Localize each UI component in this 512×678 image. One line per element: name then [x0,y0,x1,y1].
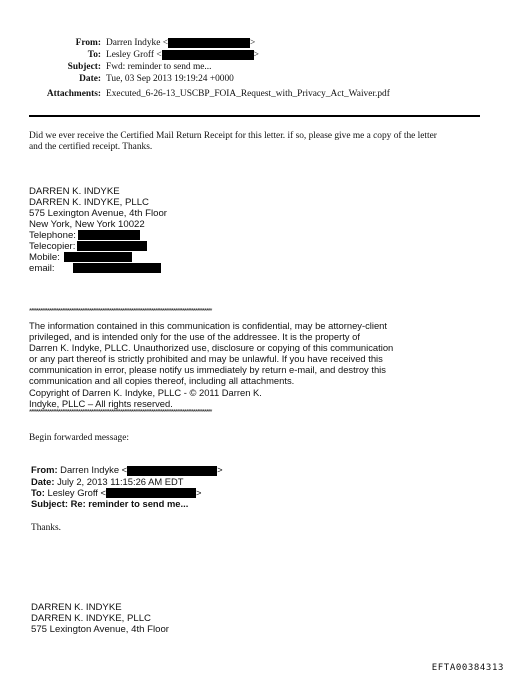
subject-label: Subject: [67,62,101,72]
subject-value: Fwd: reminder to send me... [106,62,212,72]
redaction-bar [77,241,147,251]
to-value: Lesley Groff < > [106,50,259,60]
disclaimer-line: Copyright of Darren K. Indyke, PLLC - © 2011 Darren K. [29,386,262,398]
sig-firm: DARREN K. INDYKE, PLLC [31,613,151,624]
disclaimer-line: communication and all copies thereof, including all attachments. [29,375,295,387]
signature-block [29,186,167,274]
fwd-date: Date: July 2, 2013 11:15:26 AM EDT [31,475,184,487]
redaction-bar [64,252,132,262]
disclaimer-line: privileged, and is intended only for the use of the addressee. It is the property of [29,331,360,343]
document-id: EFTA00384313 [431,663,504,673]
confidentiality-disclaimer [29,320,393,409]
from-value: Darren Indyke < > [106,38,256,48]
disclaimer-bottom-border: **************************************************************************************************** [29,409,212,416]
forward-intro: Begin forwarded message: [29,433,129,443]
sig-telephone: Telephone: [29,230,167,241]
sig-email: email: [29,263,167,274]
sig-name: DARREN K. INDYKE [29,186,120,197]
message-line: and the certified receipt. Thanks. [29,142,153,152]
redaction-bar [162,50,254,60]
date-label: Date: [79,74,101,84]
fwd-subject: Subject: Re: reminder to send me... [31,498,189,510]
disclaimer-top-border: **************************************************************************************************** [29,308,212,315]
to-label: To: [87,50,101,60]
disclaimer-line: communication in error, please notify us immediately by return e-mail, and destroy this [29,364,386,376]
signature-block-2 [31,602,169,635]
sig-address-line: 575 Lexington Avenue, 4th Floor [29,208,167,219]
redaction-bar [73,263,161,273]
redaction-bar [78,230,140,240]
forwarded-header [31,464,223,509]
sig-address-line: New York, New York 10022 [29,219,145,230]
date-value: Tue, 03 Sep 2013 19:19:24 +0000 [106,74,234,84]
sig-telecopier: Telecopier: [29,241,167,252]
attachment-link[interactable]: Executed_6-26-13_USCBP_FOIA_Request_with_Privacy_Act_Waiver.pdf [106,89,390,99]
header-divider [29,115,480,117]
attachments-label: Attachments: [46,89,101,99]
sig-name: DARREN K. INDYKE [31,602,122,613]
redaction-bar [106,488,196,498]
sig-mobile: Mobile: [29,252,167,263]
redaction-bar [168,38,250,48]
disclaimer-line: Darren K. Indyke, PLLC. Unauthorized use, disclosure or copying of this communication [29,342,394,354]
redaction-bar [127,466,217,476]
sig-address-line: 575 Lexington Avenue, 4th Floor [31,624,169,635]
fwd-thanks: Thanks. [31,523,61,533]
from-label: From: [75,38,101,48]
message-line: Did we ever receive the Certified Mail Return Receipt for this letter. if so, please give me a copy of the letter [29,131,437,141]
disclaimer-line: Indyke, PLLC – All rights reserved. [29,397,173,409]
disclaimer-line: or any part thereof is strictly prohibited and may be unlawful. If you have received this [29,353,383,365]
disclaimer-line: The information contained in this communication is confidential, may be attorney-client [29,320,387,331]
fwd-to: To: Lesley Groff < > [31,486,202,498]
fwd-from: From: Darren Indyke < > [31,464,223,475]
sig-firm: DARREN K. INDYKE, PLLC [29,197,149,208]
